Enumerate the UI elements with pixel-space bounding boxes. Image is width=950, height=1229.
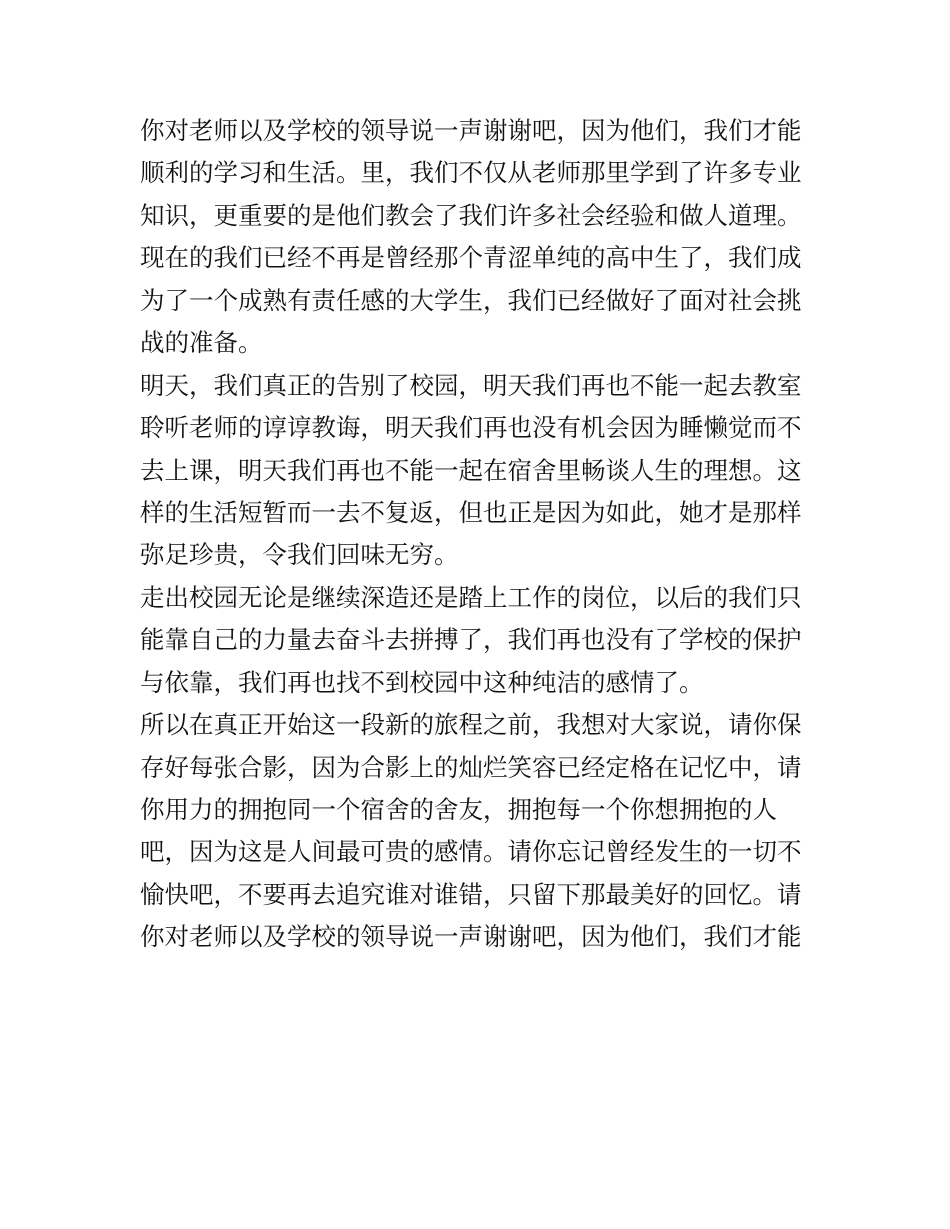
text-line: 与依靠，我们再也找不到校园中这种纯洁的感情了。: [140, 667, 704, 697]
text-line: 知识，更重要的是他们教会了我们许多社会经验和做人道理。: [140, 200, 802, 230]
text-line: 现在的我们已经不再是曾经那个青涩单纯的高中生了，我们成: [140, 243, 802, 273]
text-line: 你对老师以及学校的领导说一声谢谢吧，因为他们，我们才能: [140, 922, 802, 952]
document-body: [140, 110, 820, 959]
text-line: 愉快吧，不要再去追究谁对谁错，只留下那最美好的回忆。请: [140, 879, 802, 909]
text-line: 所以在真正开始这一段新的旅程之前，我想对大家说，请你保: [140, 710, 802, 740]
text-line: 聆听老师的谆谆教诲，明天我们再也没有机会因为睡懒觉而不: [140, 413, 802, 443]
text-line: 走出校园无论是继续深造还是踏上工作的岗位，以后的我们只: [140, 582, 802, 612]
text-line: 你用力的拥抱同一个宿舍的舍友，拥抱每一个你想拥抱的人: [140, 795, 777, 824]
text-line: 能靠自己的力量去奋斗去拼搏了，我们再也没有了学校的保护: [140, 625, 802, 655]
text-line: 存好每张合影，因为合影上的灿烂笑容已经定格在记忆中，请: [140, 752, 802, 782]
text-line: 你对老师以及学校的领导说一声谢谢吧，因为他们，我们才能: [140, 116, 802, 145]
text-line: 战的准备。: [140, 328, 263, 358]
text-line: 样的生活短暂而一去不复返，但也正是因为如此，她才是那样: [140, 497, 802, 527]
text-line: 去上课，明天我们再也不能一起在宿舍里畅谈人生的理想。这: [140, 455, 802, 485]
text-line: 为了一个成熟有责任感的大学生，我们已经做好了面对社会挑: [140, 285, 802, 315]
text-line: 吧，因为这是人间最可贵的感情。请你忘记曾经发生的一切不: [140, 837, 802, 867]
text-line: 顺利的学习和生活。里，我们不仅从老师那里学到了许多专业: [140, 158, 802, 188]
text-line: 弥足珍贵，令我们回味无穷。: [140, 540, 459, 570]
text-line: 明天，我们真正的告别了校园，明天我们再也不能一起去教室: [140, 370, 802, 400]
